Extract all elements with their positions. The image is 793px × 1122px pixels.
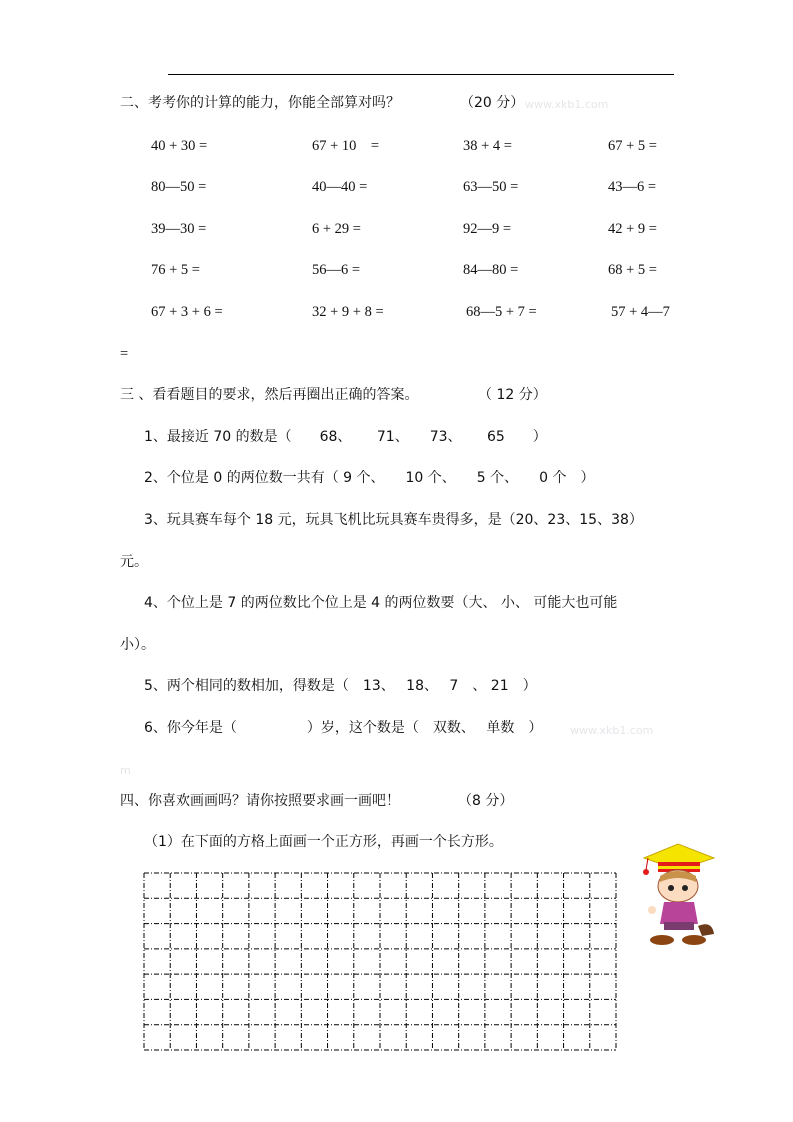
math-problem: 56—6 = [312,262,361,278]
math-problem: 32 + 9 + 8 = [312,304,384,320]
question-3-wrap: 元。 [120,554,148,570]
question-1: 1、最接近 70 的数是（ 68、 71、 73、 65 ） [144,429,547,445]
cartoon-child-illustration [638,840,718,950]
question-6: 6、你今年是（ ）岁，这个数是（ 双数、 单数 ） [144,720,543,736]
question-5: 5、两个相同的数相加，得数是（ 13、 18、 7 、 21 ） [144,678,537,694]
math-problem: 63—50 = [463,179,519,195]
section3-score: （ 12 分） [478,387,547,403]
math-problem: 57 + 4—7 [611,304,670,320]
math-problem: 38 + 4 = [463,138,512,154]
math-problem: 42 + 9 = [608,221,657,237]
section2-score: （20 分） [460,95,525,111]
math-problem: 68—5 + 7 = [466,304,537,320]
math-problem: 92—9 = [463,221,512,237]
watermark: www.xkb1.com [570,724,654,737]
section4-title: 四、你喜欢画画吗？请你按照要求画一画吧！ [120,793,400,809]
question-3: 3、玩具赛车每个 18 元，玩具飞机比玩具赛车贵得多，是（20、23、15、38） [144,512,643,528]
math-problem: 6 + 29 = [312,221,361,237]
section3-title: 三 、看看题目的要求，然后再圈出正确的答案。 [120,387,419,403]
math-problem: 80—50 = [151,179,207,195]
math-problem: 84—80 = [463,262,519,278]
section4-task: （1）在下面的方格上面画一个正方形，再画一个长方形。 [144,834,503,850]
math-problem: 40—40 = [312,179,368,195]
drawing-grid[interactable] [143,872,617,1052]
math-problem: 40 + 30 = [151,138,208,154]
header-rule [168,74,674,75]
math-problem: 68 + 5 = [608,262,657,278]
question-4-wrap: 小）。 [120,637,155,653]
wrap-equals: = [120,346,129,362]
math-problem: 43—6 = [608,179,657,195]
watermark: www.xkb1.com [525,98,609,111]
section2-title: 二、考考你的计算的能力，你能全部算对吗？ [120,95,400,111]
question-2: 2、个位是 0 的两位数一共有（ 9 个、 10 个、 5 个、 0 个 ） [144,470,595,486]
math-problem: 67 + 3 + 6 = [151,304,223,320]
math-problem: 76 + 5 = [151,262,200,278]
watermark-fragment: m [120,764,131,777]
section4-score: （8 分） [458,793,514,809]
math-problem: 67 + 5 = [608,138,657,154]
math-problem: 39—30 = [151,221,207,237]
math-problem: 67 + 10 = [312,138,380,154]
question-4: 4、个位上是 7 的两位数比个位上是 4 的两位数要（大、 小、 可能大也可能 [144,595,618,611]
